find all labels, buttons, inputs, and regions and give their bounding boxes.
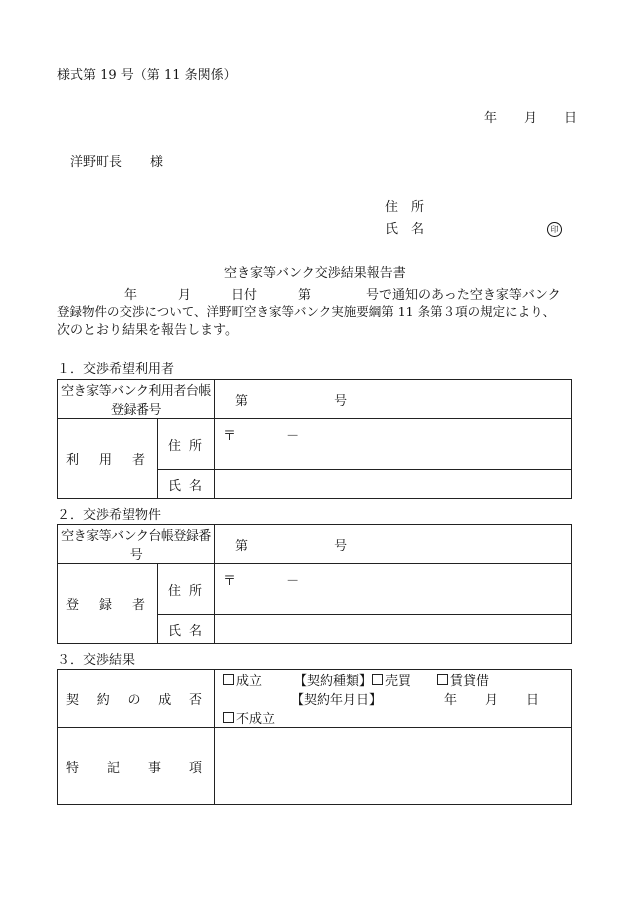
user-label-cell: [58, 419, 158, 499]
user-address-label-cell: [158, 419, 215, 470]
user-reg-label: 空き家等バンク利用者台帳登録番号: [58, 380, 215, 419]
registrant-name-label-cell: [158, 615, 215, 644]
registrant-name-field[interactable]: [215, 615, 572, 644]
section2-table: [57, 524, 572, 644]
sale-label: 売買: [385, 674, 412, 689]
user-reg-dai: 第: [235, 393, 249, 409]
property-reg-label: 空き家等バンク台帳登録番号: [58, 525, 215, 564]
postal-mark-icon: 〒: [223, 429, 237, 444]
body-line2: 登録物件の交渉について、洋野町空き家等バンク実施要綱第 11 条第３項の規定により、: [57, 304, 556, 319]
registrant-address-label-cell: [158, 564, 215, 615]
postal-dash: －: [286, 574, 300, 589]
form-number: 様式第 19 号（第 11 条関係）: [57, 68, 237, 83]
outcome-field: [215, 670, 572, 728]
success-checkbox[interactable]: [223, 674, 234, 685]
section3-table: [57, 669, 572, 805]
addressee: 洋野町長: [70, 155, 123, 170]
user-name-label-cell: [158, 470, 215, 499]
failure-label: 不成立: [236, 712, 276, 727]
honorific: 様: [150, 155, 164, 170]
remarks-label: 特 記 事 項: [66, 760, 202, 776]
section2-heading: ２．交渉希望物件: [57, 508, 162, 523]
applicant-address-label: 住 所: [385, 200, 425, 215]
contract-date-month: 月: [485, 693, 499, 708]
outcome-row-1: [223, 670, 571, 689]
document-title: 空き家等バンク交渉結果報告書: [224, 266, 406, 281]
lease-label: 賃貸借: [450, 674, 490, 689]
remarks-field[interactable]: [215, 728, 572, 805]
user-label: 利 用 者: [66, 453, 145, 468]
outcome-label-cell: [58, 670, 215, 728]
user-name-field[interactable]: [215, 470, 572, 499]
property-reg-go: 号: [334, 538, 348, 554]
body-dai: 第: [298, 288, 312, 303]
remarks-label-cell: [58, 728, 215, 805]
date-month-label: 月: [524, 111, 538, 126]
registrant-label: 登 録 者: [66, 598, 145, 613]
body-month: 月: [178, 288, 192, 303]
outcome-label: 契 約 の 成 否: [66, 693, 202, 708]
contract-date-year: 年: [444, 693, 458, 708]
registrant-address-field[interactable]: [215, 564, 572, 615]
success-label: 成立: [236, 674, 263, 689]
user-reg-go: 号: [334, 393, 348, 409]
seal-icon: 印: [547, 222, 562, 237]
applicant-name-label: 氏 名: [385, 222, 425, 237]
user-address-label: 住 所: [168, 438, 202, 454]
contract-date-label: 【契約年月日】: [291, 693, 383, 708]
body-line1-rest: 号で通知のあった空き家等バンク: [366, 288, 561, 303]
property-reg-number[interactable]: [215, 525, 572, 564]
user-reg-number[interactable]: [215, 380, 572, 419]
user-name-label: 氏 名: [168, 478, 202, 494]
sale-checkbox[interactable]: [372, 674, 383, 685]
outcome-row-3: [223, 708, 571, 727]
seal-mark: [547, 222, 562, 237]
registrant-address-label: 住 所: [168, 583, 202, 599]
postal-mark-icon: 〒: [223, 574, 237, 589]
registrant-name-label: 氏 名: [168, 623, 202, 639]
date-year-label: 年: [484, 111, 498, 126]
contract-type-label: 【契約種類】: [294, 674, 373, 689]
outcome-row-2: [223, 689, 571, 708]
section1-heading: １．交渉希望利用者: [57, 362, 175, 377]
user-address-field[interactable]: [215, 419, 572, 470]
lease-checkbox[interactable]: [437, 674, 448, 685]
contract-date-day: 日: [526, 693, 540, 708]
property-reg-dai: 第: [235, 538, 249, 554]
body-line3: 次のとおり結果を報告します。: [57, 323, 238, 338]
date-day-label: 日: [564, 111, 578, 126]
body-day-suffix: 日付: [231, 288, 258, 303]
section3-heading: ３．交渉結果: [57, 653, 136, 668]
failure-checkbox[interactable]: [223, 712, 234, 723]
section1-table: [57, 379, 572, 499]
postal-dash: －: [286, 429, 300, 444]
registrant-label-cell: [58, 564, 158, 644]
body-year: 年: [124, 288, 138, 303]
